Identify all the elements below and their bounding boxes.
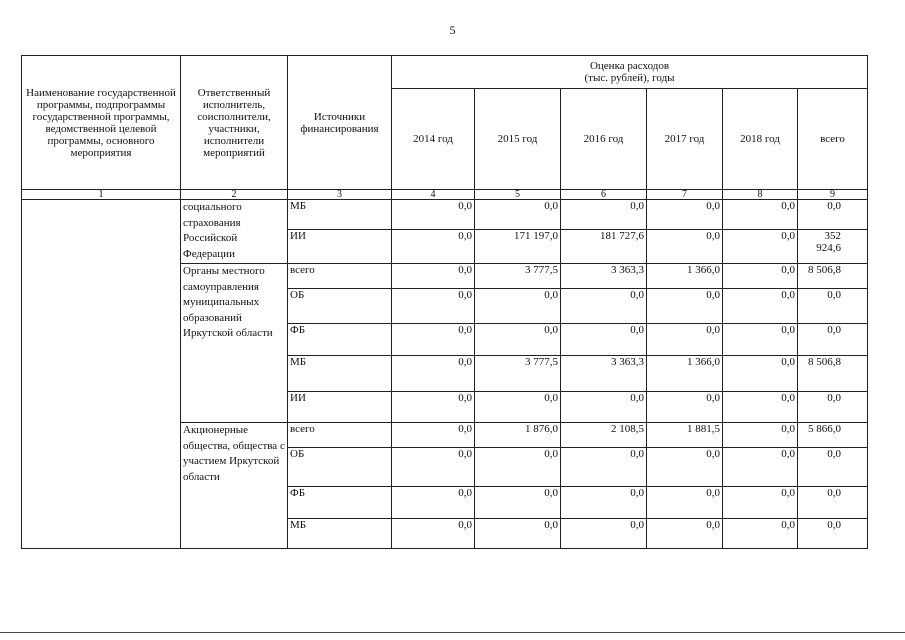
- page-number: 5: [449, 23, 456, 37]
- value-cell-2017: 1 366,0: [647, 356, 723, 392]
- header-year-2: 2015 год: [475, 89, 561, 190]
- header-expense-estimate: [392, 56, 868, 89]
- header-expense-line2: (тыс. рублей), годы: [584, 72, 675, 84]
- value-cell-total: 8 506,8: [798, 356, 868, 392]
- value-cell-2018: 0,0: [723, 324, 798, 356]
- value-cell-total: 0,0: [798, 324, 868, 356]
- value-cell-total: 0,0: [798, 200, 868, 230]
- header-funding-source: Источники финансирования: [288, 56, 392, 190]
- header-year-1: 2014 год: [392, 89, 475, 190]
- value-cell-2014: 0,0: [392, 200, 475, 230]
- funding-source-cell: МБ: [288, 356, 392, 392]
- value-cell-2015: 1 876,0: [475, 423, 561, 448]
- value-cell-2015: 3 777,5: [475, 264, 561, 289]
- funding-source-cell: ОБ: [288, 448, 392, 487]
- value-cell-2018: 0,0: [723, 423, 798, 448]
- column-number-6: 6: [561, 190, 647, 200]
- value-cell-2016: 0,0: [561, 392, 647, 423]
- value-cell-2016: 2 108,5: [561, 423, 647, 448]
- funding-source-cell: МБ: [288, 519, 392, 549]
- value-cell-2017: 0,0: [647, 487, 723, 519]
- header-year-5: 2018 год: [723, 89, 798, 190]
- value-cell-2014: 0,0: [392, 264, 475, 289]
- value-cell-total: 0,0: [798, 392, 868, 423]
- value-cell-2015: 0,0: [475, 289, 561, 324]
- header-responsible: Ответственный исполнитель, соисполнители, участники, исполнители мероприятий: [181, 56, 288, 190]
- value-cell-2015: 171 197,0: [475, 230, 561, 264]
- column-number-1: 1: [22, 190, 181, 200]
- expense-table: [21, 55, 868, 549]
- column-number-3: 3: [288, 190, 392, 200]
- funding-source-cell: ФБ: [288, 487, 392, 519]
- funding-source-cell: ИИ: [288, 392, 392, 423]
- value-cell-total: 0,0: [798, 289, 868, 324]
- funding-source-cell: ФБ: [288, 324, 392, 356]
- value-cell-2014: 0,0: [392, 519, 475, 549]
- value-cell-2017: 0,0: [647, 519, 723, 549]
- value-cell-2015: 0,0: [475, 392, 561, 423]
- value-cell-2018: 0,0: [723, 200, 798, 230]
- value-cell-2016: 0,0: [561, 519, 647, 549]
- value-cell-2014: 0,0: [392, 356, 475, 392]
- responsible-cell: Акционерные общества, общества с участием Иркутской области: [181, 423, 288, 549]
- value-cell-2017: 0,0: [647, 289, 723, 324]
- value-cell-total: 5 866,0: [798, 423, 868, 448]
- value-cell-total: 0,0: [798, 448, 868, 487]
- value-cell-2016: 0,0: [561, 200, 647, 230]
- responsible-cell: Органы местного самоуправления муниципальных образований Иркутской области: [181, 264, 288, 423]
- value-cell-2015: 0,0: [475, 487, 561, 519]
- value-cell-2018: 0,0: [723, 448, 798, 487]
- value-cell-2018: 0,0: [723, 264, 798, 289]
- value-cell-2017: 1 881,5: [647, 423, 723, 448]
- column-number-7: 7: [647, 190, 723, 200]
- value-cell-2014: 0,0: [392, 448, 475, 487]
- column-number-4: 4: [392, 190, 475, 200]
- value-cell-2016: 0,0: [561, 324, 647, 356]
- value-cell-2014: 0,0: [392, 392, 475, 423]
- responsible-cell: социального страхования Российской Федерации: [181, 200, 288, 264]
- column-number-9: 9: [798, 190, 868, 200]
- value-cell-2018: 0,0: [723, 519, 798, 549]
- value-cell-2014: 0,0: [392, 487, 475, 519]
- value-cell-2015: 0,0: [475, 448, 561, 487]
- value-cell-2016: 181 727,6: [561, 230, 647, 264]
- value-cell-2017: 0,0: [647, 448, 723, 487]
- value-cell-total: 0,0: [798, 519, 868, 549]
- value-cell-2018: 0,0: [723, 356, 798, 392]
- value-cell-2018: 0,0: [723, 289, 798, 324]
- value-cell-2016: 3 363,3: [561, 264, 647, 289]
- value-cell-2014: 0,0: [392, 230, 475, 264]
- column-number-2: 2: [181, 190, 288, 200]
- value-cell-2018: 0,0: [723, 230, 798, 264]
- value-cell-total: 352 924,6: [798, 230, 868, 264]
- value-cell-2014: 0,0: [392, 423, 475, 448]
- funding-source-cell: МБ: [288, 200, 392, 230]
- column-number-8: 8: [723, 190, 798, 200]
- page-bottom-rule: [0, 632, 905, 633]
- value-cell-2016: 0,0: [561, 289, 647, 324]
- value-cell-total: 8 506,8: [798, 264, 868, 289]
- value-cell-2016: 0,0: [561, 448, 647, 487]
- value-cell-2017: 0,0: [647, 392, 723, 423]
- header-year-3: 2016 год: [561, 89, 647, 190]
- program-name-cell: [22, 200, 181, 549]
- header-program-name: Наименование государственной программы, подпрограммы государственной программы, ведомственной целевой программы, основного мероприятия: [22, 56, 181, 190]
- column-number-5: 5: [475, 190, 561, 200]
- value-cell-2018: 0,0: [723, 392, 798, 423]
- value-cell-total: 0,0: [798, 487, 868, 519]
- value-cell-2017: 0,0: [647, 200, 723, 230]
- value-cell-2015: 0,0: [475, 200, 561, 230]
- value-cell-2018: 0,0: [723, 487, 798, 519]
- funding-source-cell: ОБ: [288, 289, 392, 324]
- value-cell-2015: 0,0: [475, 519, 561, 549]
- funding-source-cell: всего: [288, 264, 392, 289]
- value-cell-2014: 0,0: [392, 324, 475, 356]
- value-cell-2017: 0,0: [647, 324, 723, 356]
- table-row: [22, 200, 868, 230]
- header-expense-line1: Оценка расходов: [589, 60, 670, 72]
- value-cell-2015: 3 777,5: [475, 356, 561, 392]
- value-cell-2017: 1 366,0: [647, 264, 723, 289]
- value-cell-2017: 0,0: [647, 230, 723, 264]
- value-cell-2016: 3 363,3: [561, 356, 647, 392]
- funding-source-cell: всего: [288, 423, 392, 448]
- value-cell-2014: 0,0: [392, 289, 475, 324]
- funding-source-cell: ИИ: [288, 230, 392, 264]
- header-year-4: 2017 год: [647, 89, 723, 190]
- value-cell-2015: 0,0: [475, 324, 561, 356]
- value-cell-2016: 0,0: [561, 487, 647, 519]
- header-year-6: всего: [798, 89, 868, 190]
